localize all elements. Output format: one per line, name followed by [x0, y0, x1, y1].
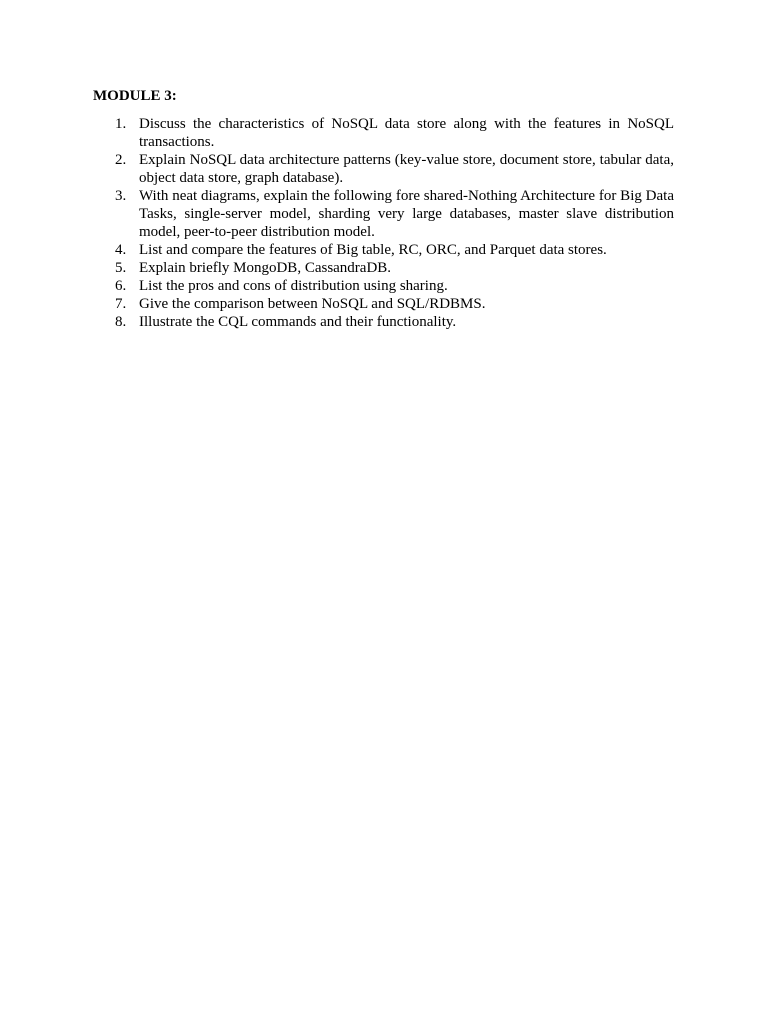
question-text: With neat diagrams, explain the following fore shared-Nothing Architecture for Big Data Tasks, single-server model, sharding very large databases, master slave distribution model, peer-to-peer distribution model. — [139, 188, 674, 240]
question-list — [93, 115, 674, 331]
question-text: Explain NoSQL data architecture patterns (key-value store, document store, tabular data, object data store, graph database). — [139, 152, 674, 186]
question-number: 1. — [115, 116, 127, 132]
question-item — [93, 115, 674, 151]
question-text: Give the comparison between NoSQL and SQL/RDBMS. — [139, 296, 486, 312]
question-text: List and compare the features of Big table, RC, ORC, and Parquet data stores. — [139, 242, 607, 258]
question-text: Illustrate the CQL commands and their functionality. — [139, 314, 457, 330]
question-item — [93, 241, 674, 259]
question-item — [93, 187, 674, 241]
question-item — [93, 295, 674, 313]
question-number: 6. — [115, 278, 127, 294]
question-text: List the pros and cons of distribution using sharing. — [139, 278, 448, 294]
question-number: 5. — [115, 260, 127, 276]
question-item — [93, 277, 674, 295]
question-text: Explain briefly MongoDB, CassandraDB. — [139, 260, 392, 276]
question-item — [93, 259, 674, 277]
question-number: 2. — [115, 152, 127, 168]
question-text: Discuss the characteristics of NoSQL data store along with the features in NoSQL transactions. — [139, 116, 674, 150]
module-heading: MODULE 3: — [93, 88, 177, 104]
question-item — [93, 151, 674, 187]
question-number: 4. — [115, 242, 127, 258]
question-number: 8. — [115, 314, 127, 330]
question-item — [93, 313, 674, 331]
question-number: 3. — [115, 188, 127, 204]
question-number: 7. — [115, 296, 127, 312]
